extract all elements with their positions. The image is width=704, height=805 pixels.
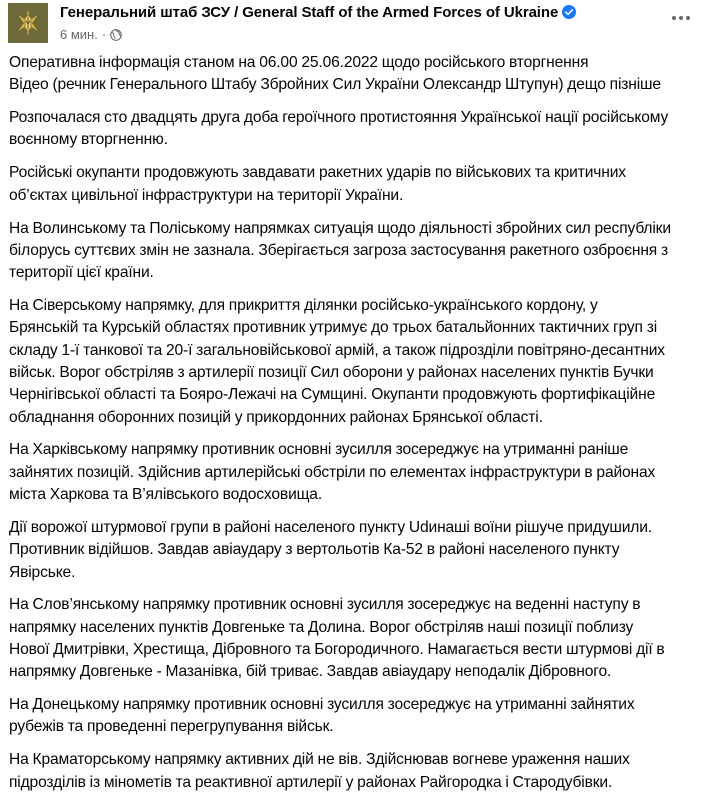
meta-separator: · [101,27,107,42]
post-header [0,0,704,52]
post-meta [60,27,122,42]
verified-badge-icon [562,5,576,19]
post-paragraph: Дії ворожої штурмової групи в районі населеного пункту Udинаші воїни рішуче придушили. Противник відійшов. Завдав авіаудару з вертольотів Ка-52 в районі населеного пункту Явірське. [9,518,652,581]
more-options-dot [672,16,676,20]
page-name-text[interactable]: Генеральний штаб ЗСУ / General Staff of the Armed Forces of Ukraine [60,4,559,21]
page-name-link[interactable] [60,4,576,21]
post-body [9,52,699,805]
post-paragraph: На Слов’янському напрямку противник основні зусилля зосереджує на веденні наступу в напрямку населених пунктів Довгеньке та Долина. Ворог обстріляв наші позиції поблизу Нової Дмитрівки, Хрестища, Дібровного та Богородичного. Намагається вести штурмові дії в напрямку Довгеньке - Мазанівка, бій триває. Завдав авіаудару неподалік Дібровного. [9,596,665,681]
post-paragraph: Розпочалася сто двадцять друга доба героїчного протистояння Української нації російському воєнному вторгненню. [9,109,669,149]
more-options-button[interactable] [666,6,696,30]
post-paragraph: Російські окупанти продовжують завдавати ракетних ударів по військових та критичних об’єктах цивільної інфраструктури на території України. [9,164,626,204]
post-paragraph: На Харківському напрямку противник основні зусилля зосереджує на утриманні раніше зайнятих позицій. Здійснив артилерійські обстріли по елементах інфраструктури в районах міста Харкова та В’ялівського водосховища. [9,441,656,504]
page-avatar[interactable] [8,3,48,43]
post-paragraph: На Сіверському напрямку, для прикриття ділянки російсько-українського кордону, у Брянській та Курській областях противник утримує до трьох батальйонних тактичних груп зі складу 1-ї танкової та 20-ї загальновійськової армій, а також підрозділи повітряно-десантних військ. Ворог обстріляв з артилерії позиції Сил оборони у районах населених пунктів Бучки Чернігівської області та Бояро-Лежачі на Сумщині. Окупанти продовжують фортифікаційне обладнання оборонних позицій у прикордонних районах Брянської області. [9,297,665,426]
armed-forces-emblem-icon [8,3,48,43]
post-timestamp[interactable]: 6 мин. [60,27,98,42]
post-paragraph: На Краматорському напрямку активних дій не вів. Здійснював вогневе ураження наших підрозділів із мінометів та реактивної артилерії у районах Райгородка і Стародубівки. [9,751,630,791]
post-paragraph: Оперативна інформація станом на 06.00 25.06.2022 щодо російського вторгнення Відео (речник Генерального Штабу Збройних Сил України Олександр Штупун) дещо пізніше [9,54,661,94]
post-paragraph: На Волинському та Поліському напрямках ситуація щодо діяльності збройних сил республіки білорусь суттєвих змін не зазнала. Зберігається загроза застосування ракетного озброєння з території цієї країни. [9,219,671,282]
globe-icon[interactable] [110,29,122,41]
more-options-dot [686,16,690,20]
post-paragraph: На Донецькому напрямку противник основні зусилля зосереджує на утриманні зайнятих рубежів та проведенні перегрупування військ. [9,696,635,736]
more-options-dot [679,16,683,20]
